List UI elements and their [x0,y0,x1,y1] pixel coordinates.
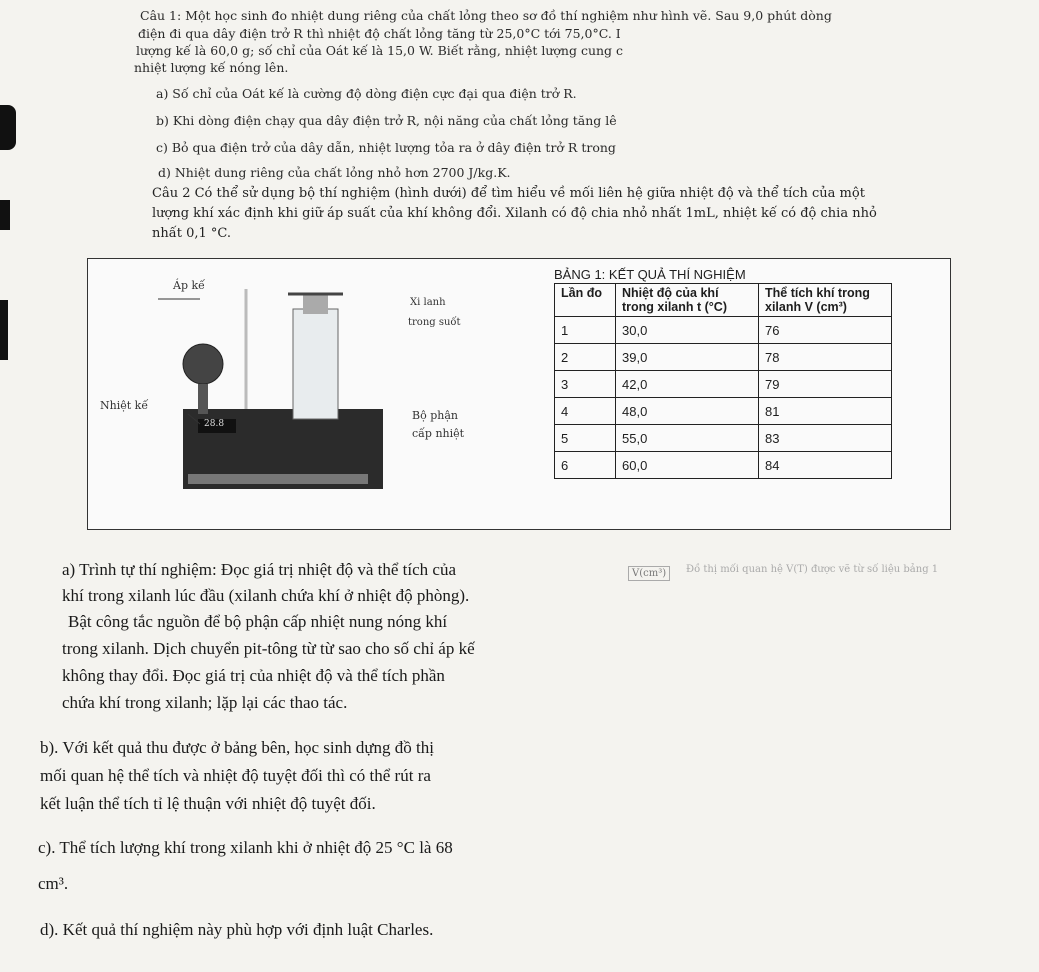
cell: 81 [759,398,892,425]
q1-option-a: a) Số chỉ của Oát kế là cường độ dòng điện cực đại qua điện trở R. [156,86,577,101]
q2-line: lượng khí xác định khi giữ áp suất của khí không đổi. Xilanh có độ chia nhỏ nhất 1mL, nhiệt kế có độ chia nhỏ [152,206,877,221]
table-row [555,317,892,344]
header-temperature: Nhiệt độ của khí trong xilanh t (°C) [616,284,759,317]
q1-line: Câu 1: Một học sinh đo nhiệt dung riêng của chất lỏng theo sơ đồ thí nghiệm như hình vẽ. Sau 9,0 phút dòng [140,8,832,23]
part-b-line: b). Với kết quả thu được ở bảng bên, học sinh dựng đồ thị [40,738,435,757]
part-a-line: khí trong xilanh lúc đầu (xilanh chứa khí ở nhiệt độ phòng). [62,586,470,605]
part-a-line: Bật công tắc nguồn để bộ phận cấp nhiệt nung nóng khí [68,612,448,631]
page-edge-mark [0,200,10,230]
results-table [554,283,892,479]
cylinder-label-2: trong suốt [408,317,461,328]
heater-label: Bộ phận [412,409,458,422]
q1-option-d: d) Nhiệt dung riêng của chất lỏng nhỏ hơn 2700 J/kg.K. [158,165,511,180]
cell: 79 [759,371,892,398]
q1-option-c: c) Bỏ qua điện trở của dây dẫn, nhiệt lượng tỏa ra ở dây điện trở R trong [156,140,616,155]
heater-label-2: cấp nhiệt [412,427,465,440]
cell: 1 [555,317,616,344]
q1-line: điện đi qua dây điện trở R thì nhiệt độ chất lỏng tăng từ 25,0°C tới 75,0°C. I [138,26,621,41]
cell: 30,0 [616,317,759,344]
q1-option-b: b) Khi dòng điện chạy qua dây điện trở R, nội năng của chất lỏng tăng lê [156,113,617,128]
cell: 55,0 [616,425,759,452]
table-header-row [555,284,892,317]
header-trial: Lần đo [555,284,616,317]
part-a-line: a) Trình tự thí nghiệm: Đọc giá trị nhiệt độ và thể tích của [62,560,457,579]
q1-line: lượng kế là 60,0 g; số chỉ của Oát kế là 15,0 W. Biết rằng, nhiệt lượng cung c [136,43,624,58]
part-a-line: trong xilanh. Dịch chuyển pit-tông từ từ sao cho số chỉ áp kế [62,639,475,658]
header-volume: Thể tích khí trong xilanh V (cm³) [759,284,892,317]
faint-graph-caption: Đồ thị mối quan hệ V(T) được vẽ từ số liệu bảng 1 [686,564,939,575]
table-title: BẢNG 1: KẾT QUẢ THÍ NGHIỆM [554,267,746,282]
table-row [555,398,892,425]
cell: 4 [555,398,616,425]
apparatus-illustration [88,269,388,519]
q2-line: Câu 2 Có thể sử dụng bộ thí nghiệm (hình dưới) để tìm hiểu về mối liên hệ giữa nhiệt độ và thể tích của một [152,186,865,201]
cell: 42,0 [616,371,759,398]
part-b-line: kết luận thể tích tỉ lệ thuận với nhiệt độ tuyệt đối. [40,794,376,813]
cell: 5 [555,425,616,452]
table-row [555,425,892,452]
q2-line: nhất 0,1 °C. [152,226,231,241]
faint-graph-ylabel: V(cm³) [628,566,670,581]
experiment-figure [87,258,951,530]
display-reading: 28.8 [204,419,225,429]
part-a-line: chứa khí trong xilanh; lặp lại các thao tác. [62,693,348,712]
part-d-line: d). Kết quả thí nghiệm này phù hợp với định luật Charles. [40,920,434,939]
thermometer-label: Nhiệt kế [100,399,149,412]
cell: 84 [759,452,892,479]
part-a-line: không thay đổi. Đọc giá trị của nhiệt độ và thể tích phần [62,666,445,685]
cell: 60,0 [616,452,759,479]
cell: 83 [759,425,892,452]
table-row [555,452,892,479]
cell: 6 [555,452,616,479]
part-b-line: mối quan hệ thể tích và nhiệt độ tuyệt đối thì có thể rút ra [40,766,431,785]
cell: 39,0 [616,344,759,371]
table-row [555,371,892,398]
cylinder-label: Xi lanh [410,297,446,308]
cell: 78 [759,344,892,371]
part-c-line: cm³. [38,874,69,893]
table-row [555,344,892,371]
q1-line: nhiệt lượng kế nóng lên. [134,60,289,75]
cell: 3 [555,371,616,398]
cell: 2 [555,344,616,371]
pressure-gauge-label: Áp kế [173,279,205,292]
cell: 48,0 [616,398,759,425]
page-edge-mark [0,105,16,150]
page-edge-mark [0,300,8,360]
cell: 76 [759,317,892,344]
part-c-line: c). Thể tích lượng khí trong xilanh khi ở nhiệt độ 25 °C là 68 [38,838,453,857]
